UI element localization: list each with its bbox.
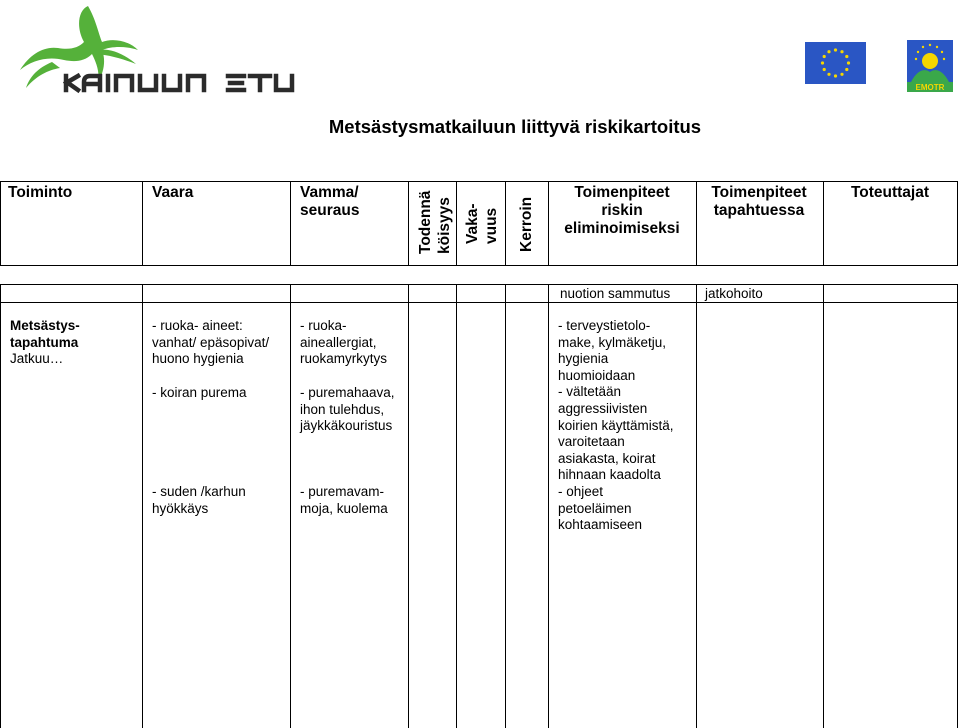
column-divider [142, 181, 143, 266]
cell-vaara-koira: - koiran purema [152, 385, 247, 400]
column-header-todennakoisyys-1: Todennä [417, 190, 434, 254]
column-divider [456, 181, 457, 266]
eu-flag-icon [805, 42, 866, 84]
svg-text:EMOTR: EMOTR [915, 83, 945, 92]
subheader-nuotion-sammutus: nuotion sammutus [560, 286, 671, 301]
column-header-toiminto: Toiminto [8, 184, 73, 201]
cell-vamma-ruoka: - ruoka- aineallergiat, ruokamyrkytys [300, 318, 388, 367]
column-divider [142, 284, 143, 728]
column-divider [823, 284, 824, 728]
column-divider [290, 181, 291, 266]
cell-vamma-susi: - puremavam- moja, kuolema [300, 484, 388, 516]
column-header-vamma: Vamma/ seuraus [300, 184, 360, 219]
cell-vaara-ruoka: - ruoka- aineet: vanhat/ epäsopivat/ huono hygienia [152, 318, 270, 367]
cell-toiminto-title: Metsästys- tapahtuma [10, 318, 80, 350]
kainuun-etu-logo [8, 2, 298, 102]
column-divider [408, 284, 409, 728]
cell-vamma-koira: - puremahaava, ihon tulehdus, jäykkäkouristus [300, 385, 395, 434]
column-header-toteuttajat: Toteuttajat [850, 184, 930, 201]
column-header-todennakoisyys-2: köisyys [436, 197, 453, 254]
row-divider [0, 302, 958, 303]
cell-vaara-susi: - suden /karhun hyökkäys [152, 484, 246, 516]
column-divider [408, 181, 409, 266]
page-title: Metsästysmatkailuun liittyvä riskikartoitus [328, 116, 702, 137]
kainuun-etu-wordmark [66, 76, 292, 90]
column-header-vaara: Vaara [152, 184, 194, 201]
column-divider [548, 284, 549, 728]
column-header-vakavuus-2: vuus [483, 207, 500, 244]
column-header-vakavuus-1: Vaka- [464, 203, 481, 244]
column-header-toimenpiteet-riskin: Toimenpiteet riskin eliminoimiseksi [564, 184, 680, 237]
column-divider [505, 181, 506, 266]
column-header-toimenpiteet-tapahtuessa: Toimenpiteet tapahtuessa [711, 184, 807, 219]
emotr-logo [907, 40, 953, 92]
table-body [0, 284, 958, 728]
cell-toimenpiteet-riskin: - terveystietolo- make, kylmäketju, hygienia huomioidaan - vältetään aggressiivisten koirien käyttämistä, varoitetaan asiakasta, koirat hihnaan kaadolta - ohjeet petoeläimen kohtaamiseen [558, 318, 674, 533]
subheader-jatkohoito: jatkohoito [705, 286, 763, 301]
column-divider [456, 284, 457, 728]
column-divider [696, 284, 697, 728]
cell-toiminto-continues: Jatkuu… [10, 351, 64, 366]
column-header-kerroin: Kerroin [518, 196, 535, 252]
column-divider [290, 284, 291, 728]
column-divider [505, 284, 506, 728]
